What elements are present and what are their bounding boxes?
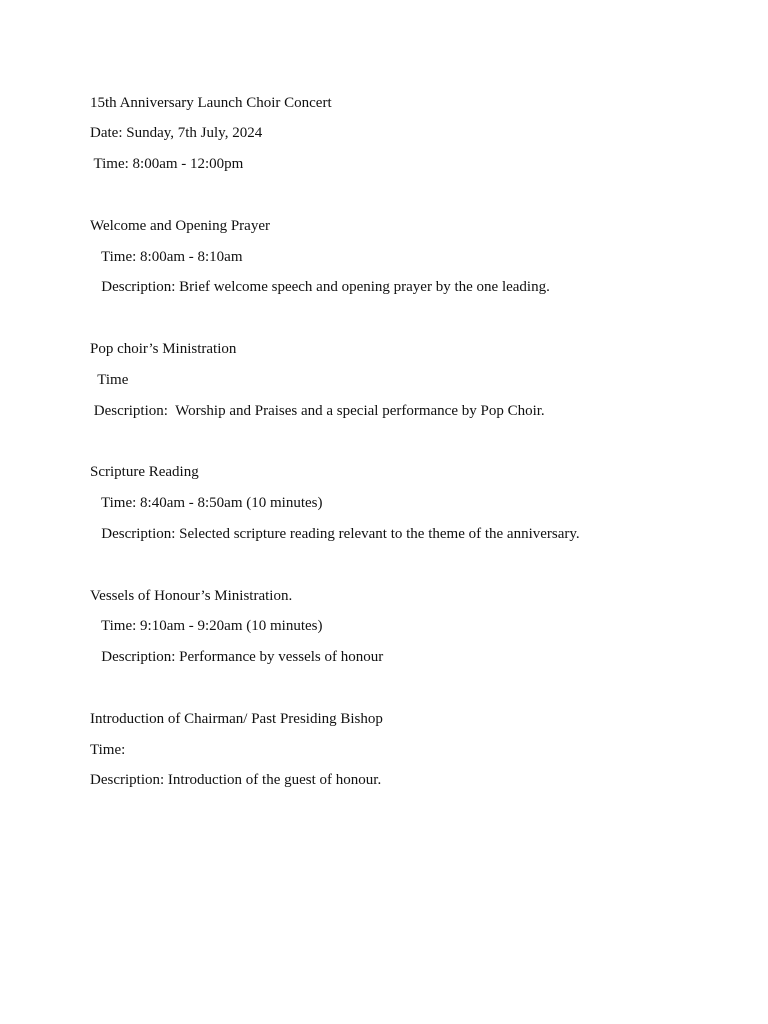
section-heading: Scripture Reading — [90, 464, 199, 480]
document-title: 15th Anniversary Launch Choir Concert — [90, 95, 332, 111]
section-description: Description: Introduction of the guest of honour. — [90, 772, 382, 788]
section-time: Time: 8:40am - 8:50am (10 minutes) — [90, 495, 323, 511]
section-description: Description: Selected scripture reading relevant to the theme of the anniversary. — [90, 526, 580, 542]
section-description: Description: Worship and Praises and a special performance by Pop Choir. — [90, 403, 545, 419]
section-time: Time: 8:00am - 8:10am — [90, 249, 243, 265]
event-time: Time: 8:00am - 12:00pm — [90, 156, 244, 172]
section-description: Description: Brief welcome speech and opening prayer by the one leading. — [90, 279, 550, 295]
section-heading: Welcome and Opening Prayer — [90, 218, 270, 234]
section-heading: Introduction of Chairman/ Past Presiding Bishop — [90, 711, 383, 727]
section-heading: Pop choir’s Ministration — [90, 341, 237, 357]
section-time: Time: — [90, 742, 126, 758]
event-date: Date: Sunday, 7th July, 2024 — [90, 125, 263, 141]
section-description: Description: Performance by vessels of honour — [90, 649, 384, 665]
section-heading: Vessels of Honour’s Ministration. — [90, 588, 293, 604]
section-time: Time: 9:10am - 9:20am (10 minutes) — [90, 618, 323, 634]
section-time: Time — [90, 372, 129, 388]
